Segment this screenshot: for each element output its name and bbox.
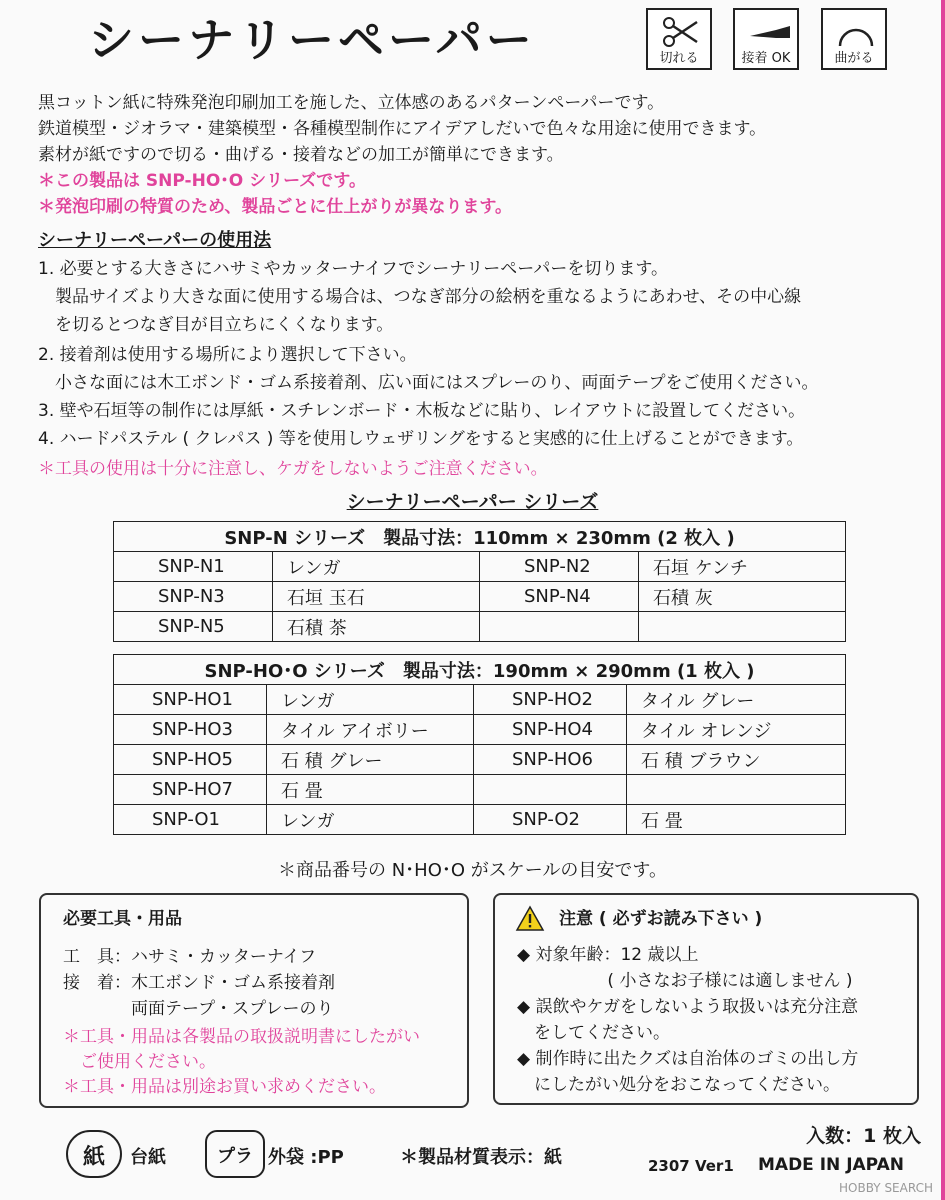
table-row bbox=[114, 805, 846, 835]
product-code: SNP-HO1 bbox=[114, 685, 267, 715]
series-title: シーナリーペーパー シリーズ bbox=[346, 491, 599, 513]
caution-line: ◆ 誤飲やケガをしないよう取扱いは充分注意 bbox=[517, 997, 859, 1017]
product-code: SNP-N2 bbox=[480, 552, 639, 582]
product-code: SNP-O1 bbox=[114, 805, 267, 835]
quantity: 入数：1 枚入 bbox=[806, 1125, 921, 1147]
product-name: 石 積 ブラウン bbox=[627, 745, 846, 775]
product-name bbox=[627, 775, 846, 805]
page-title: シーナリーペーパー bbox=[88, 13, 536, 67]
table-row bbox=[114, 685, 846, 715]
pictogram-bend-label: 曲がる bbox=[834, 51, 874, 66]
product-name: レンガ bbox=[267, 685, 474, 715]
product-code: SNP-N5 bbox=[114, 612, 273, 642]
table-row bbox=[114, 612, 846, 642]
tools-note: ＊工具・用品は各製品の取扱説明書にしたがい bbox=[63, 1027, 420, 1047]
version: 2307 Ver1 bbox=[648, 1157, 734, 1175]
product-name: 石積 茶 bbox=[273, 612, 480, 642]
product-name: タイル アイボリー bbox=[267, 715, 474, 745]
product-name bbox=[639, 612, 846, 642]
material-label: ＊製品材質表示：紙 bbox=[400, 1147, 562, 1168]
product-name: 石垣 ケンチ bbox=[639, 552, 846, 582]
table-header: SNP-HO･O シリーズ 製品寸法：190mm × 290mm (1 枚入 ) bbox=[114, 655, 846, 685]
plastic-mark-text: プラ bbox=[217, 1146, 253, 1167]
product-code: SNP-HO3 bbox=[114, 715, 267, 745]
table-row bbox=[114, 582, 846, 612]
product-code: SNP-HO2 bbox=[474, 685, 627, 715]
usage-line: を切るとつなぎ目が目立ちにくくなります。 bbox=[38, 315, 394, 335]
table-row bbox=[114, 715, 846, 745]
caution-line: にしたがい処分をおこなってください。 bbox=[517, 1075, 840, 1095]
product-name: レンガ bbox=[267, 805, 474, 835]
made-in: MADE IN JAPAN bbox=[758, 1155, 904, 1175]
intro-line-1: 黒コットン紙に特殊発泡印刷加工を施した、立体感のあるパターンペーパーです。 bbox=[38, 93, 665, 113]
tools-note: ＊工具・用品は別途お買い求めください。 bbox=[63, 1077, 386, 1097]
caution-line: ( 小さなお子様には適しません ) bbox=[517, 971, 853, 991]
product-name: 石垣 玉石 bbox=[273, 582, 480, 612]
product-name: 石 畳 bbox=[627, 805, 846, 835]
product-name: 石 積 グレー bbox=[267, 745, 474, 775]
pink-edge-stripe bbox=[941, 0, 945, 1200]
table-row bbox=[114, 775, 846, 805]
series-note: ＊この製品は SNP-HO･O シリーズです。 bbox=[38, 171, 366, 191]
pictogram-glue-label: 接着 OK bbox=[741, 51, 791, 66]
product-code: SNP-HO6 bbox=[474, 745, 627, 775]
tools-line: 工 具：ハサミ・カッターナイフ bbox=[63, 947, 317, 967]
usage-heading: シーナリーペーパーの使用法 bbox=[38, 230, 272, 251]
variation-note: ＊発泡印刷の特質のため、製品ごとに仕上がりが異なります。 bbox=[38, 197, 512, 217]
product-code: SNP-O2 bbox=[474, 805, 627, 835]
tool-warning: ＊工具の使用は十分に注意し、ケガをしないようご注意ください。 bbox=[38, 459, 548, 479]
tools-line: 接 着：木工ボンド・ゴム系接着剤 bbox=[63, 973, 335, 993]
paper-mark-text: 紙 bbox=[82, 1145, 105, 1170]
pictogram-bend bbox=[821, 8, 887, 70]
table-row bbox=[114, 552, 846, 582]
caution-box bbox=[493, 893, 919, 1105]
tools-note: ご使用ください。 bbox=[63, 1052, 216, 1072]
pictogram-cut-label: 切れる bbox=[659, 51, 699, 66]
usage-line: 2. 接着剤は使用する場所により選択して下さい。 bbox=[38, 345, 417, 365]
tools-box bbox=[39, 893, 469, 1108]
scissors-icon bbox=[661, 14, 701, 50]
pictogram-glue bbox=[733, 8, 799, 70]
intro-line-2: 鉄道模型・ジオラマ・建築模型・各種模型制作にアイデアしだいで色々な用途に使用できます。 bbox=[38, 119, 767, 139]
product-code: SNP-N4 bbox=[480, 582, 639, 612]
snp-n-table bbox=[113, 521, 846, 642]
usage-line: 4. ハードパステル ( クレパス ) 等を使用しウェザリングをすると実感的に仕上げることができます。 bbox=[38, 429, 804, 449]
table-header: SNP-N シリーズ 製品寸法：110mm × 230mm (2 枚入 ) bbox=[114, 522, 846, 552]
product-code: SNP-HO4 bbox=[474, 715, 627, 745]
warning-icon bbox=[515, 905, 545, 932]
tools-line: 両面テープ・スプレーのり bbox=[63, 999, 334, 1019]
pictogram-cut bbox=[646, 8, 712, 70]
product-name: 石積 灰 bbox=[639, 582, 846, 612]
product-code: SNP-HO5 bbox=[114, 745, 267, 775]
watermark: HOBBY SEARCH bbox=[839, 1181, 933, 1195]
product-code bbox=[480, 612, 639, 642]
caution-heading: 注意 ( 必ずお読み下さい ) bbox=[559, 909, 763, 929]
usage-line: 3. 壁や石垣等の制作には厚紙・スチレンボード・木板などに貼り、レイアウトに設置してください。 bbox=[38, 401, 806, 421]
plastic-label: 外袋 :PP bbox=[268, 1147, 344, 1168]
product-code: SNP-N1 bbox=[114, 552, 273, 582]
product-name: レンガ bbox=[273, 552, 480, 582]
snp-ho-table bbox=[113, 654, 846, 835]
caution-line: ◆ 制作時に出たクズは自治体のゴミの出し方 bbox=[517, 1049, 859, 1069]
product-name: タイル オレンジ bbox=[627, 715, 846, 745]
caution-line: ◆ 対象年齢：12 歳以上 bbox=[517, 945, 699, 965]
paper-recycle-icon bbox=[66, 1130, 122, 1178]
glue-tube-icon bbox=[748, 14, 792, 50]
bend-icon bbox=[836, 14, 876, 50]
product-code: SNP-HO7 bbox=[114, 775, 267, 805]
table-row bbox=[114, 745, 846, 775]
product-code: SNP-N3 bbox=[114, 582, 273, 612]
usage-line: 製品サイズより大きな面に使用する場合は、つなぎ部分の絵柄を重なるようにあわせ、その中心線 bbox=[38, 287, 802, 307]
usage-line: 小さな面には木工ボンド・ゴム系接着剤、広い面にはスプレーのり、両面テープをご使用ください。 bbox=[38, 373, 819, 393]
product-code bbox=[474, 775, 627, 805]
intro-line-3: 素材が紙ですので切る・曲げる・接着などの加工が簡単にできます。 bbox=[38, 145, 564, 165]
scale-note: ＊商品番号の N･HO･O がスケールの目安です。 bbox=[278, 860, 667, 881]
tools-heading: 必要工具・用品 bbox=[63, 909, 182, 929]
product-name: タイル グレー bbox=[627, 685, 846, 715]
plastic-recycle-icon bbox=[205, 1130, 265, 1178]
paper-label: 台紙 bbox=[130, 1147, 166, 1168]
product-name: 石 畳 bbox=[267, 775, 474, 805]
caution-line: をしてください。 bbox=[517, 1023, 670, 1043]
usage-line: 1. 必要とする大きさにハサミやカッターナイフでシーナリーペーパーを切ります。 bbox=[38, 259, 669, 279]
